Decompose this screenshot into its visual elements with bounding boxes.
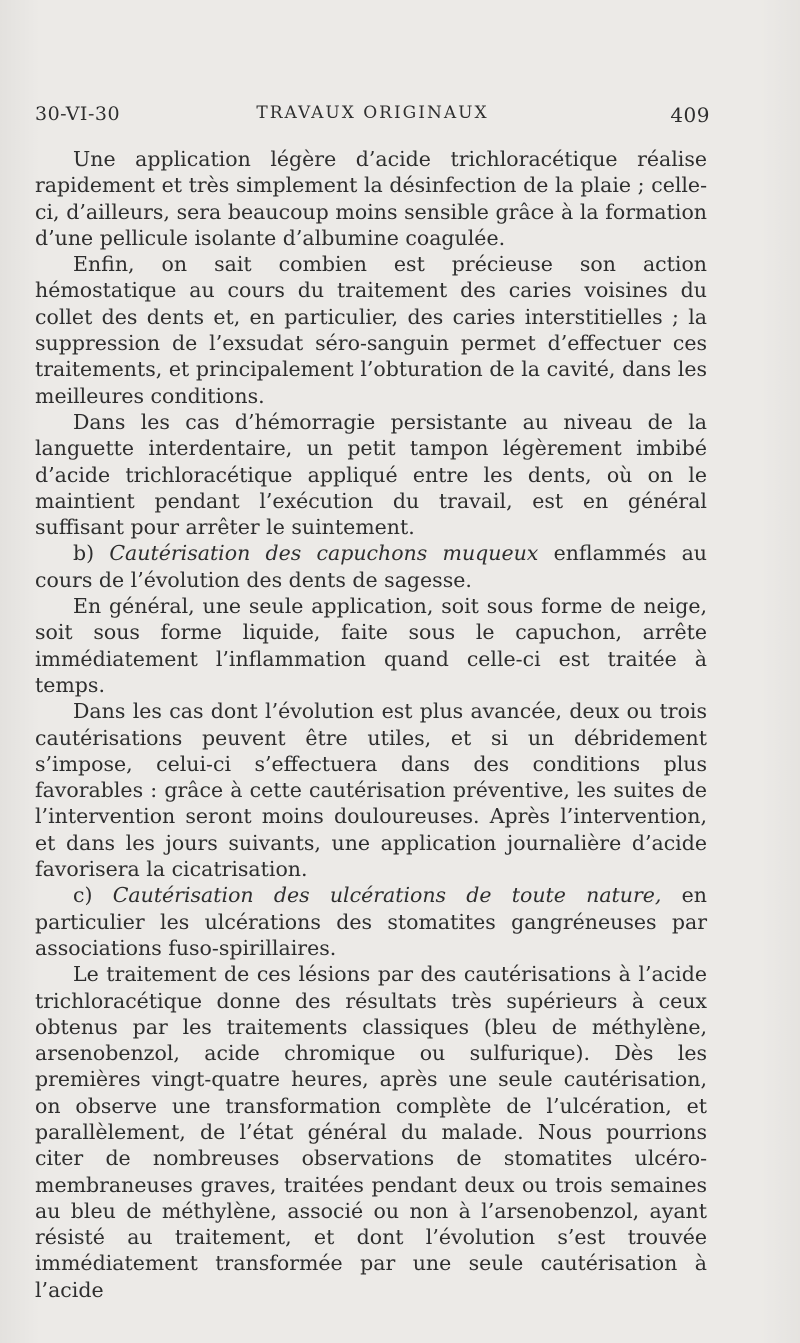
- paragraph-text: Dans les cas d’hémorragie persistante au niveau de la languette interdentaire, un petit tampon légèrement imbibé d’acide trichloracétique appliqué entre les dents, où on le maintient pendant l’exécution du travail, est en général suffisant pour arrêter le suintement.: [35, 409, 707, 540]
- paragraph-3: [35, 409, 707, 540]
- paragraph-text: Dans les cas dont l’évolution est plus avancée, deux ou trois cautérisations peuvent être utiles, et si un débridement s’impose, celui-ci s’effectuera dans des conditions plus favorables : grâce à cette cautérisation préventive, les suites de l’intervention seront moins douloureuses. Après l’intervention, et dans les jours suivants, une application journalière d’acide favorisera la cicatrisation.: [35, 699, 707, 882]
- paragraph-text: en particulier les ulcérations des stomatites gangréneuses par associations fuso-spirillaires.: [35, 883, 708, 960]
- header-date: 30-VI-30: [35, 103, 121, 125]
- paragraph-text: Une application légère d’acide trichloracétique réalise rapidement et très simplement la désinfection de la plaie ; celle-ci, d’ailleurs, sera beaucoup moins sensible grâce à la formation d’une pellicule isolante d’albumine coagulée.: [35, 147, 707, 250]
- body-text: [35, 146, 707, 1303]
- subsection-heading: Cautérisation des ulcérations de toute nature,: [112, 883, 662, 908]
- paragraph-text: enflammés au cours de l’évolution des dents de sagesse.: [35, 541, 708, 592]
- paragraph-text: Enfin, on sait combien est précieuse son action hémostatique au cours du traitement des caries voisines du collet des dents et, en particulier, des caries interstitielles ; la suppression de l’exsudat séro-sanguin permet d’effectuer ces traitements, et principalement l’obturation de la cavité, dans les meilleures conditions.: [35, 252, 707, 408]
- subsection-marker: b): [73, 541, 110, 566]
- subsection-heading: Cautérisation des capuchons muqueux: [109, 541, 539, 566]
- paragraph-text: En général, une seule application, soit sous forme de neige, soit sous forme liquide, faite sous le capuchon, arrête immédiatement l’inflammation quand celle-ci est traitée à temps.: [35, 594, 707, 697]
- paragraph-4-subsection-b: [35, 540, 707, 593]
- paragraph-7-subsection-c: [35, 882, 707, 961]
- page-number: 409: [670, 103, 710, 127]
- header-section-title: TRAVAUX ORIGINAUX: [256, 103, 489, 123]
- paragraph-8: [35, 961, 707, 1303]
- running-header: [35, 103, 710, 133]
- paragraph-text: Le traitement de ces lésions par des cautérisations à l’acide trichloracétique donne des résultats très supérieurs à ceux obtenus par les traitements classiques (bleu de méthylène, arsenobenzol, acide chromique ou sulfurique). Dès les premières vingt-quatre heures, après une seule cautérisation, on observe une transformation complète de l’ulcération, et parallèlement, de l’état général du malade. Nous pourrions citer de nombreuses observations de stomatites ulcéro-membraneuses graves, traitées pendant deux ou trois semaines au bleu de méthylène, associé ou non à l’arsenobenzol, ayant résisté au traitement, et dont l’évolution s’est trouvée immédiatement transformée par une seule cautérisation à l’acide: [35, 962, 707, 1302]
- paragraph-2: [35, 251, 707, 409]
- paragraph-1: [35, 146, 707, 251]
- subsection-marker: c): [73, 883, 113, 908]
- paragraph-5: [35, 593, 707, 698]
- paragraph-6: [35, 698, 707, 882]
